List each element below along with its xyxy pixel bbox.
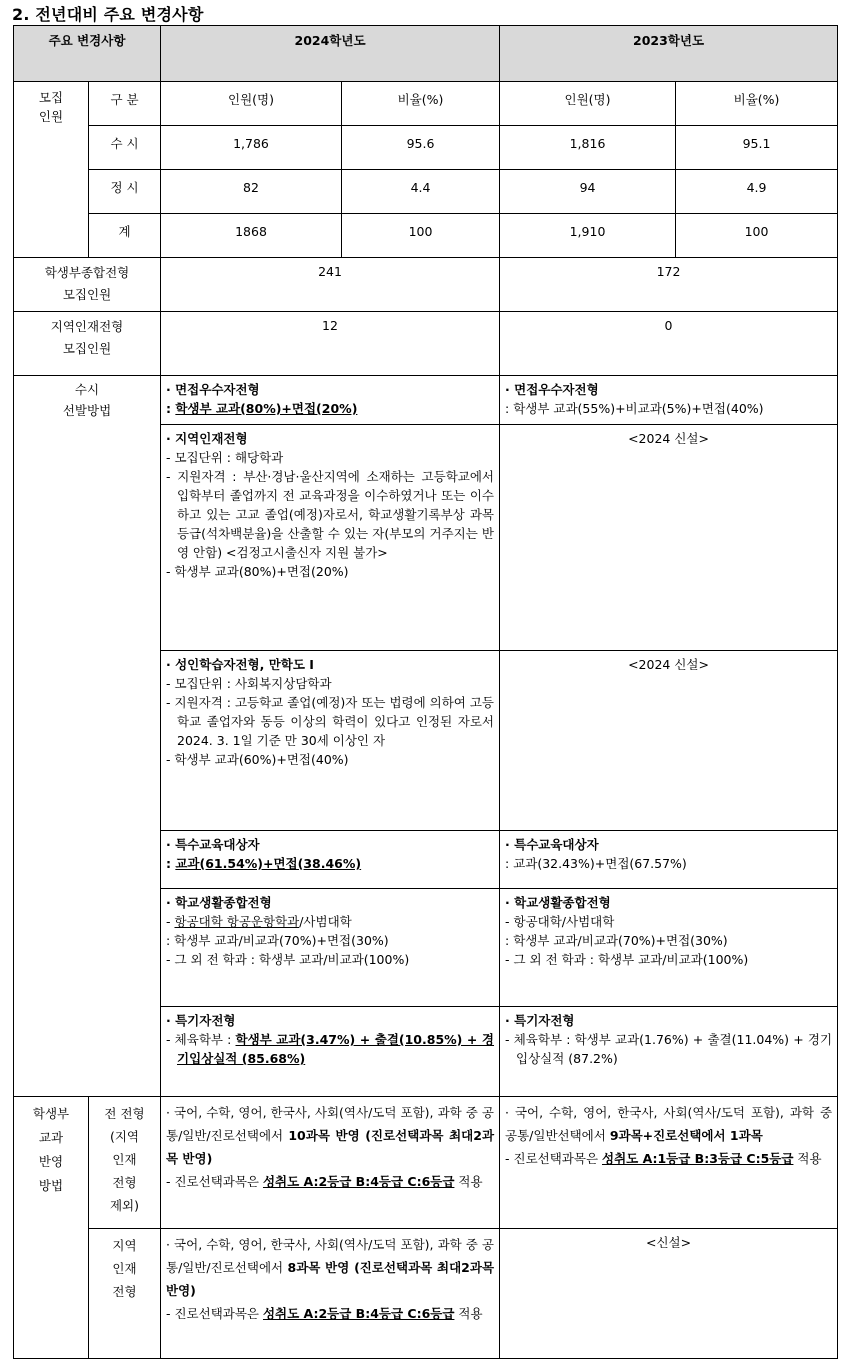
reflect-label: 학생부 교과 반영 방법 (14, 1097, 89, 1359)
interview-row (14, 376, 838, 425)
ratio-header-2023: 비율(%) (676, 82, 838, 126)
count-header-2024: 인원(명) (161, 82, 342, 126)
count-header-2023: 인원(명) (500, 82, 676, 126)
regional-method-2023: <2024 신설> (500, 425, 838, 651)
table-row: 수 시 1,786 95.6 1,816 95.1 (14, 126, 838, 170)
regional-2023: 0 (500, 312, 838, 376)
talent-2023: · 특기자전형 - 체육학부 : 학생부 교과(1.76%) + 출결(11.04%) + 경기입상실적 (87.2%) (500, 1007, 838, 1097)
page-title: 2. 전년대비 주요 변경사항 (12, 5, 204, 24)
reflect-regional-2024: · 국어, 수학, 영어, 한국사, 사회(역사/도덕 포함), 과학 중 공통/일반/진로선택에서 8과목 반영 (진로선택과목 최대2과목 반영) - 진로선택과목은 성취도 A:2등급 B:4등급 C:6등급 적용 (161, 1229, 500, 1359)
header-2023: 2023학년도 (500, 26, 838, 82)
category-header: 구 분 (89, 82, 161, 126)
school-life-2023: · 학교생활종합전형 - 항공대학/사범대학 : 학생부 교과/비교과(70%)+면접(30%) - 그 외 전 학과 : 학생부 교과/비교과(100%) (500, 889, 838, 1007)
school-life-2024: · 학교생활종합전형 - 항공대학 항공운항학과/사범대학 : 학생부 교과/비교과(70%)+면접(30%) - 그 외 전 학과 : 학생부 교과/비교과(100%) (161, 889, 500, 1007)
special-ed-2023: · 특수교육대상자 : 교과(32.43%)+면접(67.57%) (500, 831, 838, 889)
reflect-regional-2023: <신설> (500, 1229, 838, 1359)
reflect-all-row (14, 1097, 838, 1229)
adult-2024: · 성인학습자전형, 만학도 I - 모집단위 : 사회복지상담학과 - 지원자격 : 고등학교 졸업(예정)자 또는 법령에 의하여 고등학교 졸업자와 동등 이상의 학력이 있다고 인정된 자로서 2024. 3. 1일 기준 만 30세 이상인 자 - 학생부 교과(60%)+면접(40%) (161, 651, 500, 831)
table-row: 정 시 82 4.4 94 4.9 (14, 170, 838, 214)
reflect-regional-row (14, 1229, 838, 1359)
reflect-regional-label: 지역 인재 전형 (89, 1229, 161, 1359)
reflect-all-2024: · 국어, 수학, 영어, 한국사, 사회(역사/도덕 포함), 과학 중 공통/일반/진로선택에서 10과목 반영 (진로선택과목 최대2과목 반영) - 진로선택과목은 성취도 A:2등급 B:4등급 C:6등급 적용 (161, 1097, 500, 1229)
comprehensive-label: 학생부종합전형 모집인원 (14, 258, 161, 312)
recruit-label: 모집 인원 (14, 82, 89, 258)
changes-table (13, 25, 838, 1359)
reflect-all-label: 전 전형 (지역 인재 전형 제외) (89, 1097, 161, 1229)
regional-2024: 12 (161, 312, 500, 376)
interview-2023: · 면접우수자전형 : 학생부 교과(55%)+비교과(5%)+면접(40%) (500, 376, 838, 425)
comprehensive-2024: 241 (161, 258, 500, 312)
comprehensive-2023: 172 (500, 258, 838, 312)
ratio-header-2024: 비율(%) (342, 82, 500, 126)
regional-count-label: 지역인재전형 모집인원 (14, 312, 161, 376)
header-label: 주요 변경사항 (14, 26, 161, 82)
reflect-all-2023: · 국어, 수학, 영어, 한국사, 사회(역사/도덕 포함), 과학 중 공통/일반선택에서 9과목+진로선택에서 1과목 - 진로선택과목은 성취도 A:1등급 B:3등급 C:5등급 적용 (500, 1097, 838, 1229)
talent-2024: · 특기자전형 - 체육학부 : 학생부 교과(3.47%) + 출결(10.85%) + 경기입상실적 (85.68%) (161, 1007, 500, 1097)
susi-label: 수시 선발방법 (14, 376, 161, 1097)
comprehensive-row (14, 258, 838, 312)
interview-2024: · 면접우수자전형 : 학생부 교과(80%)+면접(20%) (161, 376, 500, 425)
regional-method-2024: · 지역인재전형 - 모집단위 : 해당학과 - 지원자격 : 부산·경남·울산지역에 소재하는 고등학교에서 입학부터 졸업까지 전 교육과정을 이수하였거나 또는 이수하고 있는 고교 졸업(예정)자로서, 학교생활기록부상 과목등급(석차백분율)을 산출할 수 있는 자(부모의 거주지는 반영 안함) <검정고시출신자 지원 불가> - 학생부 교과(80%)+면접(20%) (161, 425, 500, 651)
recruit-header-row (14, 82, 838, 126)
regional-count-row (14, 312, 838, 376)
special-ed-2024: · 특수교육대상자 : 교과(61.54%)+면접(38.46%) (161, 831, 500, 889)
header-2024: 2024학년도 (161, 26, 500, 82)
table-row: 계 1868 100 1,910 100 (14, 214, 838, 258)
adult-2023: <2024 신설> (500, 651, 838, 831)
header-row (14, 26, 838, 82)
